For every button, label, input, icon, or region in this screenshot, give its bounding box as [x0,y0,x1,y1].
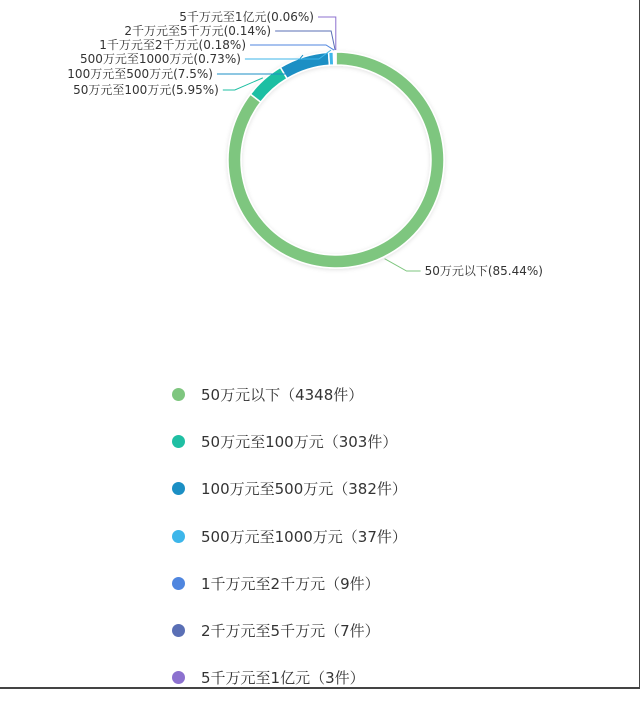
legend-dot-icon [172,671,185,684]
slice-label-6: 5千万元至1亿元(0.06%) [179,10,314,24]
legend-label: 1千万元至2千万元（9件） [201,573,380,594]
chart-legend [172,371,407,701]
legend-dot-icon [172,530,185,543]
pie-slice-1[interactable] [250,67,287,102]
legend-dot-icon [172,482,185,495]
legend-dot-icon [172,624,185,637]
legend-item-2[interactable] [172,465,407,512]
legend-label: 500万元至1000万元（37件） [201,526,407,547]
leader-line-5 [275,31,335,50]
legend-item-5[interactable] [172,607,407,654]
slice-label-1: 50万元至100万元(5.95%) [73,83,219,97]
slice-label-group-4 [99,38,334,52]
slice-label-0: 50万元以下(85.44%) [425,264,543,278]
slice-label-group-0 [385,259,543,278]
legend-label: 2千万元至5千万元（7件） [201,620,380,641]
slice-label-2: 100万元至500万元(7.5%) [67,67,213,81]
legend-dot-icon [172,577,185,590]
slice-label-5: 2千万元至5千万元(0.14%) [124,24,271,38]
legend-item-1[interactable] [172,418,407,465]
legend-label: 5千万元至1亿元（3件） [201,667,365,688]
legend-label: 50万元以下（4348件） [201,384,363,405]
leader-line-4 [250,45,334,50]
legend-label: 50万元至100万元（303件） [201,431,397,452]
leader-line-0 [385,259,421,271]
legend-item-6[interactable] [172,654,407,701]
legend-item-0[interactable] [172,371,407,418]
slice-label-4: 1千万元至2千万元(0.18%) [99,38,246,52]
legend-dot-icon [172,388,185,401]
legend-dot-icon [172,435,185,448]
donut-ring [228,52,444,268]
legend-item-3[interactable] [172,513,407,560]
legend-label: 100万元至500万元（382件） [201,478,407,499]
slice-label-3: 500万元至1000万元(0.73%) [80,52,241,66]
legend-item-4[interactable] [172,560,407,607]
